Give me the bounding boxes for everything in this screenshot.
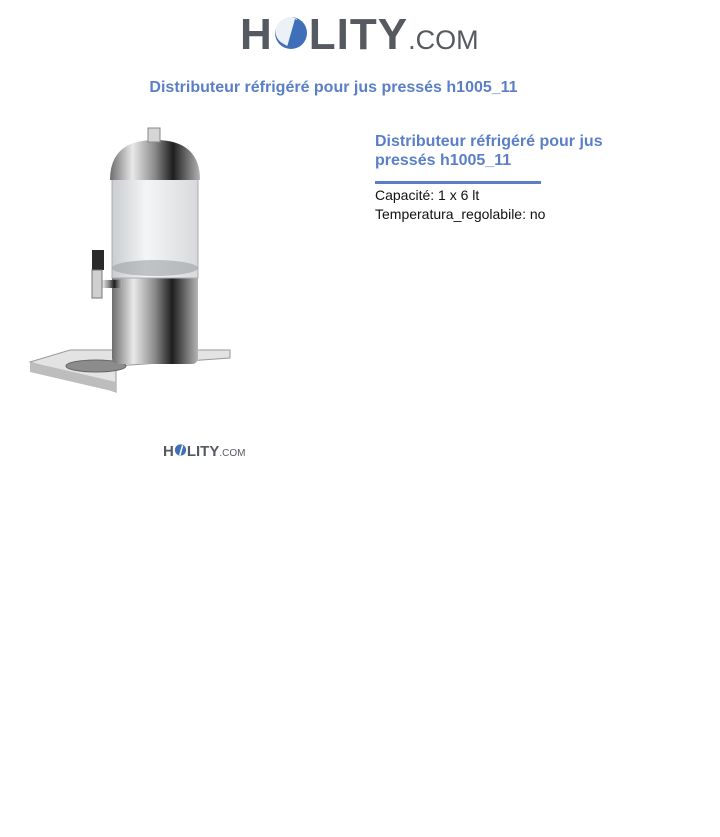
- logo-letters: LITY: [186, 443, 220, 460]
- holity-logo[interactable]: [240, 10, 479, 60]
- logo-letter-h: H: [240, 10, 273, 59]
- spec-adjustable-temperature: [375, 206, 545, 222]
- spec-value: no: [529, 206, 546, 222]
- logo-o-icon: [174, 443, 187, 460]
- logo-letter-h: H: [163, 443, 174, 460]
- product-title: Distributeur réfrigéré pour jus pressés h1005_11: [375, 133, 603, 169]
- logo-suffix: .COM: [219, 448, 246, 459]
- spec-label: Capacité:: [375, 187, 435, 203]
- spec-value: 1 x 6 lt: [438, 187, 480, 203]
- spec-label: Temperatura_regolabile:: [375, 206, 526, 222]
- spec-capacity: [375, 187, 479, 203]
- title-divider: [375, 181, 541, 184]
- page-title: Distributeur réfrigéré pour jus pressés h1005_11: [149, 79, 518, 96]
- holity-watermark-logo: [163, 443, 245, 460]
- logo-letters: LITY: [308, 10, 409, 59]
- product-image: [28, 126, 234, 396]
- logo-o-icon: [273, 10, 309, 60]
- logo-suffix: .COM: [408, 25, 479, 55]
